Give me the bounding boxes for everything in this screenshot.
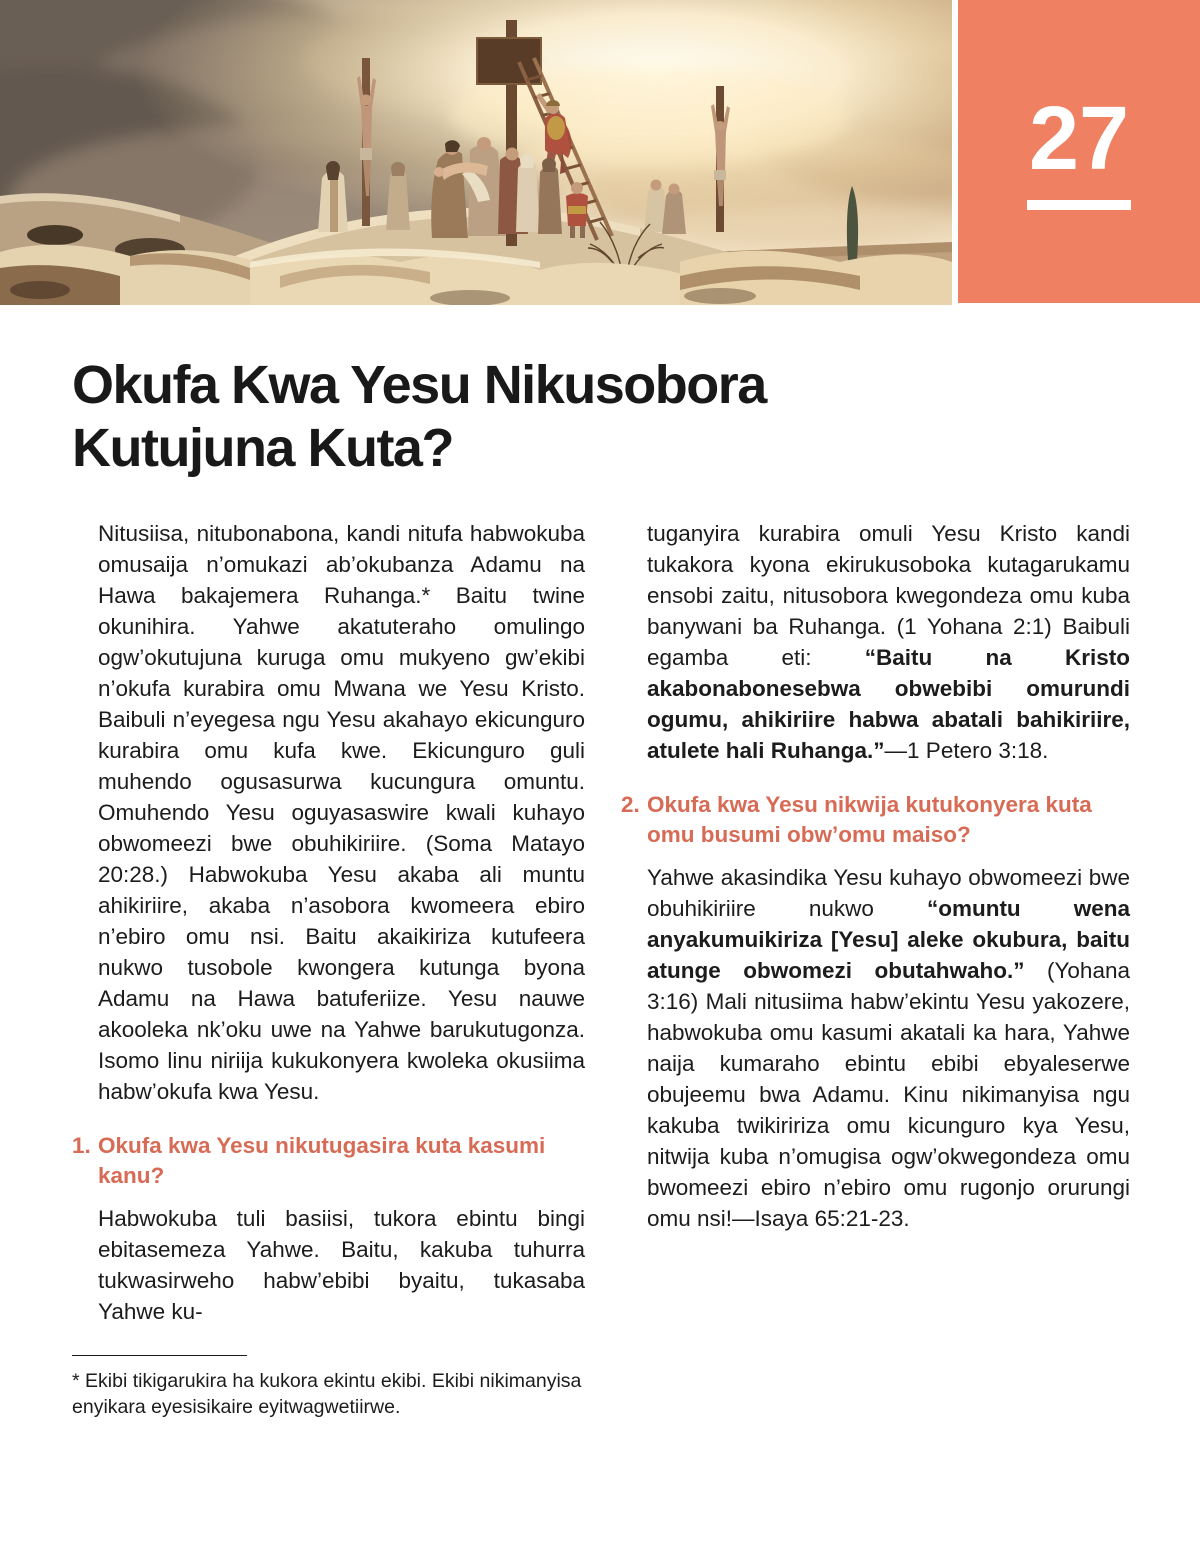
chapter-badge: [958, 0, 1200, 303]
title-line-2: Kutujuna Kuta?: [72, 418, 453, 478]
section-2-number: 2.: [621, 792, 640, 817]
column-left: [72, 518, 585, 1420]
section-1-paragraph-part-1: Habwokuba tuli basiisi, tukora ebintu bingi ebitasemeza Yahwe. Baitu, kakuba tuhurra tukwasirweho habw’ebibi byaitu, tukasaba Yahwe ku-: [98, 1206, 585, 1324]
section-2-heading: [621, 790, 1130, 850]
section-2-heading-text: Okufa kwa Yesu nikwija kutukonyera kuta omu busumi obw’omu maiso?: [647, 792, 1092, 847]
section-1-number: 1.: [72, 1133, 91, 1158]
article-title: [72, 354, 1130, 480]
section-2-paragraph: Yahwe akasindika Yesu kuhayo obwomeezi bwe obuhikiriire nukwo “omuntu wena anyakumuikiriza [Yesu] aleke okubura, baitu atunge obwomezi obutahwaho.” (Yohana 3:16) Mali nitusiima habw’ekintu Yesu yakozere, habwokuba omu kasumi akatali ka hara, Yahwe naija kumaraho ebintu ebibi ebyaleserwe obujeemu bwa Adamu. Kinu nikimanyisa ngu kakuba twikiririza omu kicunguro kya Yesu, nitwija kuba n’omugisa ogw’okwegondeza omu bwomeezi ebiro n’ebiro omu rugonjo orurungi omu nsi!—Isaya 65:21-23.: [647, 865, 1131, 1231]
chapter-underline: [1027, 200, 1131, 210]
section-1-heading-text: Okufa kwa Yesu nikutugasira kuta kasumi kanu?: [98, 1133, 546, 1188]
page-header: [0, 0, 1200, 305]
intro-paragraph: Nitusiisa, nitubonabona, kandi nitufa habwokuba omusaija n’omukazi ab’okubanza Adamu na Hawa bakajemera Ruhanga.* Baitu twine okunihira. Yahwe akatuteraho omulingo ogw’okutujuna kuruga omu mukyeno gw’ekibi n’okufa kurabira omu Mwana we Yesu Kristo. Baibuli n’eyegesa ngu Yesu akahayo ekicunguro kurabira omu kufa kwe. Ekicunguro guli muhendo ogusasurwa kucungura omuntu. Omuhendo Yesu oguyasaswire kwali kuhayo obwomeezi bwe obuhikiriire. (Soma Matayo 20:28.) Habwokuba Yesu akaba ali muntu ahikiriire, akaba n’asobora kwomeera ebiro n’ebiro omu nsi. Baitu akaikiriza kutufeera nukwo tusobole kwongera kutunga byona Adamu na Hawa batuferiize. Yesu nauwe akooleka nk’oku uwe na Yahwe barukutugonza. Isomo linu niriija kukukonyera kwoleka okusiima habw’okufa kwa Yesu.: [98, 521, 585, 1104]
two-column-layout: [72, 518, 1130, 1420]
footnote-text: * Ekibi tikigarukira ha kukora ekintu ekibi. Ekibi nikimanyisa enyikara eyesisikaire eyitwagwetiirwe.: [72, 1370, 582, 1418]
chapter-number: 27: [1028, 89, 1130, 189]
section-1-paragraph-part-2: tuganyira kurabira omuli Yesu Kristo kandi tukakora kyona ekirukusoboka kutagarukamu ensobi zaitu, nitusobora kwegondeza omu kuba banywani ba Ruhanga. (1 Yohana 2:1) Baibuli egamba eti: “Baitu na Kristo akabonabonesebwa obwebibi omurundi ogumu, ahikiriire habwa abatali bahikiriire, atulete hali Ruhanga.”—1 Petero 3:18.: [647, 521, 1130, 763]
header-image-crucifixion-scene: [0, 0, 952, 305]
article: [0, 305, 1200, 1420]
section-1-heading: [72, 1131, 585, 1191]
title-line-1: Okufa Kwa Yesu Nikusobora: [72, 355, 766, 415]
footnote: [72, 1355, 585, 1420]
column-right: [621, 518, 1130, 1420]
footnote-rule: [72, 1355, 247, 1356]
